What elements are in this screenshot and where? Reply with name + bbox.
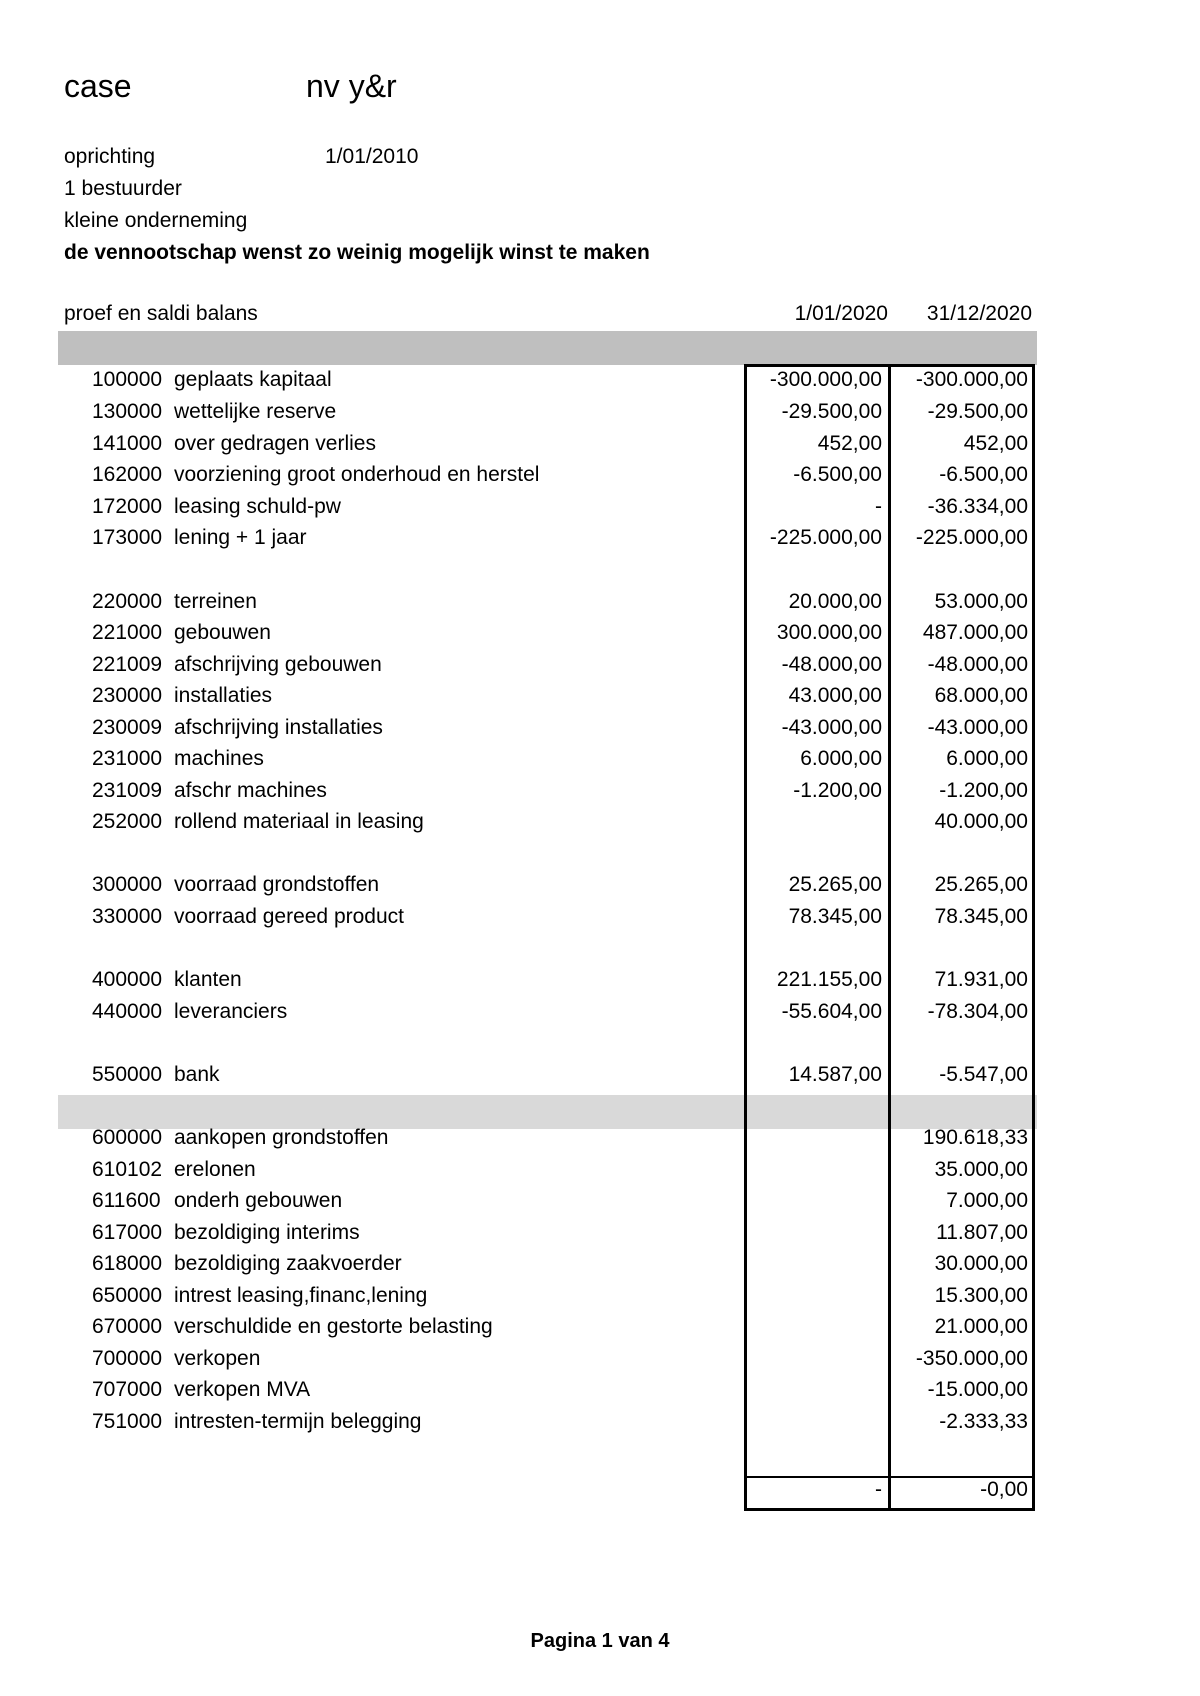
case-label: case [64,68,132,104]
account-number: 172000 [92,495,163,518]
account-description: geplaats kapitaal [174,368,332,391]
page-number: Pagina 1 van 4 [530,1630,670,1652]
account-description: intrest leasing,financ,lening [174,1284,428,1307]
account-description: leasing schuld-pw [174,495,341,518]
value-end: -43.000,00 [927,716,1028,739]
table-row [0,1374,1200,1406]
table-title: proef en saldi balans [64,302,258,325]
value-start: 6.000,00 [800,747,882,770]
value-start: -225.000,00 [769,526,882,549]
table-row [0,1122,1200,1154]
account-number: 230009 [92,716,163,739]
account-number: 618000 [92,1252,163,1275]
value-end: -300.000,00 [915,368,1028,391]
value-end: 15.300,00 [934,1284,1028,1307]
value-end: -36.334,00 [927,495,1028,518]
account-description: bezoldiging interims [174,1221,360,1244]
value-end: 68.000,00 [934,684,1028,707]
value-end: 35.000,00 [934,1158,1028,1181]
account-description: gebouwen [174,621,271,644]
account-number: 610102 [92,1158,163,1181]
table-row [0,1406,1200,1438]
account-description: verkopen [174,1347,261,1370]
account-description: klanten [174,968,242,991]
table-row [0,869,1200,901]
value-end: 190.618,33 [922,1126,1028,1149]
value-start: 78.345,00 [788,905,882,928]
account-number: 330000 [92,905,163,928]
value-start: 221.155,00 [776,968,882,991]
account-number: 707000 [92,1378,163,1401]
account-description: machines [174,747,264,770]
account-description: rollend materiaal in leasing [174,810,424,833]
account-number: 252000 [92,810,163,833]
account-number: 162000 [92,463,163,486]
value-end: 11.807,00 [936,1221,1028,1244]
account-description: voorziening groot onderhoud en herstel [174,463,540,486]
value-end: -29.500,00 [927,400,1028,423]
table-row [0,743,1200,775]
value-end: 25.265,00 [934,873,1028,896]
value-end: -6.500,00 [939,463,1028,486]
table-row [0,649,1200,681]
account-description: afschr machines [174,779,327,802]
value-end: -350.000,00 [915,1347,1028,1370]
table-row [0,806,1200,838]
account-description: lening + 1 jaar [174,526,307,549]
value-start: 300.000,00 [776,621,882,644]
value-start: -43.000,00 [781,716,882,739]
table-row [0,775,1200,807]
value-end: 53.000,00 [934,590,1028,613]
total-start: - [875,1478,882,1501]
table-row [0,1217,1200,1249]
value-start: -29.500,00 [781,400,882,423]
account-number: 670000 [92,1315,163,1338]
account-number: 600000 [92,1126,163,1149]
value-end: -15.000,00 [927,1378,1028,1401]
account-description: erelonen [174,1158,256,1181]
column-header-end: 31/12/2020 [926,302,1032,325]
account-description: onderh gebouwen [174,1189,343,1212]
value-end: 71.931,00 [934,968,1028,991]
account-number: 221009 [92,653,163,676]
value-end: -225.000,00 [915,526,1028,549]
account-number: 231000 [92,747,163,770]
value-end: -78.304,00 [927,1000,1028,1023]
account-number: 617000 [92,1221,163,1244]
value-start: -55.604,00 [781,1000,882,1023]
table-row [0,491,1200,523]
value-start: -1.200,00 [793,779,882,802]
table-row [0,364,1200,396]
objective-line: de vennootschap wenst zo weinig mogelijk winst te maken [64,241,650,264]
account-number: 700000 [92,1347,163,1370]
account-description: intresten-termijn belegging [174,1410,422,1433]
value-end: 6.000,00 [946,747,1028,770]
account-number: 173000 [92,526,163,549]
directors-line: 1 bestuurder [64,177,182,200]
value-end: -1.200,00 [939,779,1028,802]
value-end: 7.000,00 [946,1189,1028,1212]
table-row [0,586,1200,618]
account-description: afschrijving gebouwen [174,653,382,676]
account-description: over gedragen verlies [174,432,376,455]
table-row [0,1280,1200,1312]
account-description: terreinen [174,590,257,613]
table-row [0,1185,1200,1217]
account-number: 400000 [92,968,163,991]
table-row [0,1343,1200,1375]
account-description: verkopen MVA [174,1378,311,1401]
company-size-line: kleine onderneming [64,209,248,232]
account-number: 440000 [92,1000,163,1023]
account-description: aankopen grondstoffen [174,1126,389,1149]
account-description: bezoldiging zaakvoerder [174,1252,402,1275]
table-row [0,1248,1200,1280]
table-row [0,1311,1200,1343]
account-description: leveranciers [174,1000,288,1023]
account-description: voorraad gereed product [174,905,404,928]
value-end: 30.000,00 [934,1252,1028,1275]
value-start: -300.000,00 [769,368,882,391]
value-end: 78.345,00 [934,905,1028,928]
founding-label: oprichting [64,145,156,168]
account-description: bank [174,1063,220,1086]
value-end: 40.000,00 [934,810,1028,833]
column-header-start: 1/01/2020 [794,302,888,325]
value-end: 21.000,00 [934,1315,1028,1338]
value-start: 452,00 [817,432,882,455]
table-row [0,1154,1200,1186]
value-start: 14.587,00 [788,1063,882,1086]
account-number: 231009 [92,779,163,802]
account-number: 141000 [92,432,163,455]
table-row [0,712,1200,744]
account-description: voorraad grondstoffen [174,873,380,896]
value-end: 487.000,00 [922,621,1028,644]
value-start: 25.265,00 [788,873,882,896]
account-number: 300000 [92,873,163,896]
table-row [0,522,1200,554]
account-description: afschrijving installaties [174,716,383,739]
value-start: -6.500,00 [793,463,882,486]
value-start: 20.000,00 [788,590,882,613]
account-number: 550000 [92,1063,163,1086]
account-description: verschuldide en gestorte belasting [174,1315,493,1338]
founding-date: 1/01/2010 [325,145,419,168]
total-end: -0,00 [980,1478,1028,1501]
table-row [0,964,1200,996]
table-row [0,459,1200,491]
account-description: wettelijke reserve [174,400,337,423]
value-end: -48.000,00 [927,653,1028,676]
account-number: 611600 [92,1189,161,1212]
account-number: 751000 [92,1410,163,1433]
value-end: -5.547,00 [939,1063,1028,1086]
account-number: 221000 [92,621,163,644]
value-start: -48.000,00 [781,653,882,676]
table-row [0,396,1200,428]
table-row [0,428,1200,460]
table-row [0,1059,1200,1091]
table-row [0,996,1200,1028]
account-number: 100000 [92,368,163,391]
table-row [0,680,1200,712]
company-name: nv y&r [306,68,397,104]
value-start: - [875,495,882,518]
value-end: -2.333,33 [939,1410,1028,1433]
account-number: 650000 [92,1284,163,1307]
table-row [0,901,1200,933]
account-number: 220000 [92,590,163,613]
account-description: installaties [174,684,273,707]
account-number: 230000 [92,684,163,707]
table-row [0,617,1200,649]
account-number: 130000 [92,400,163,423]
value-start: 43.000,00 [788,684,882,707]
value-end: 452,00 [963,432,1028,455]
